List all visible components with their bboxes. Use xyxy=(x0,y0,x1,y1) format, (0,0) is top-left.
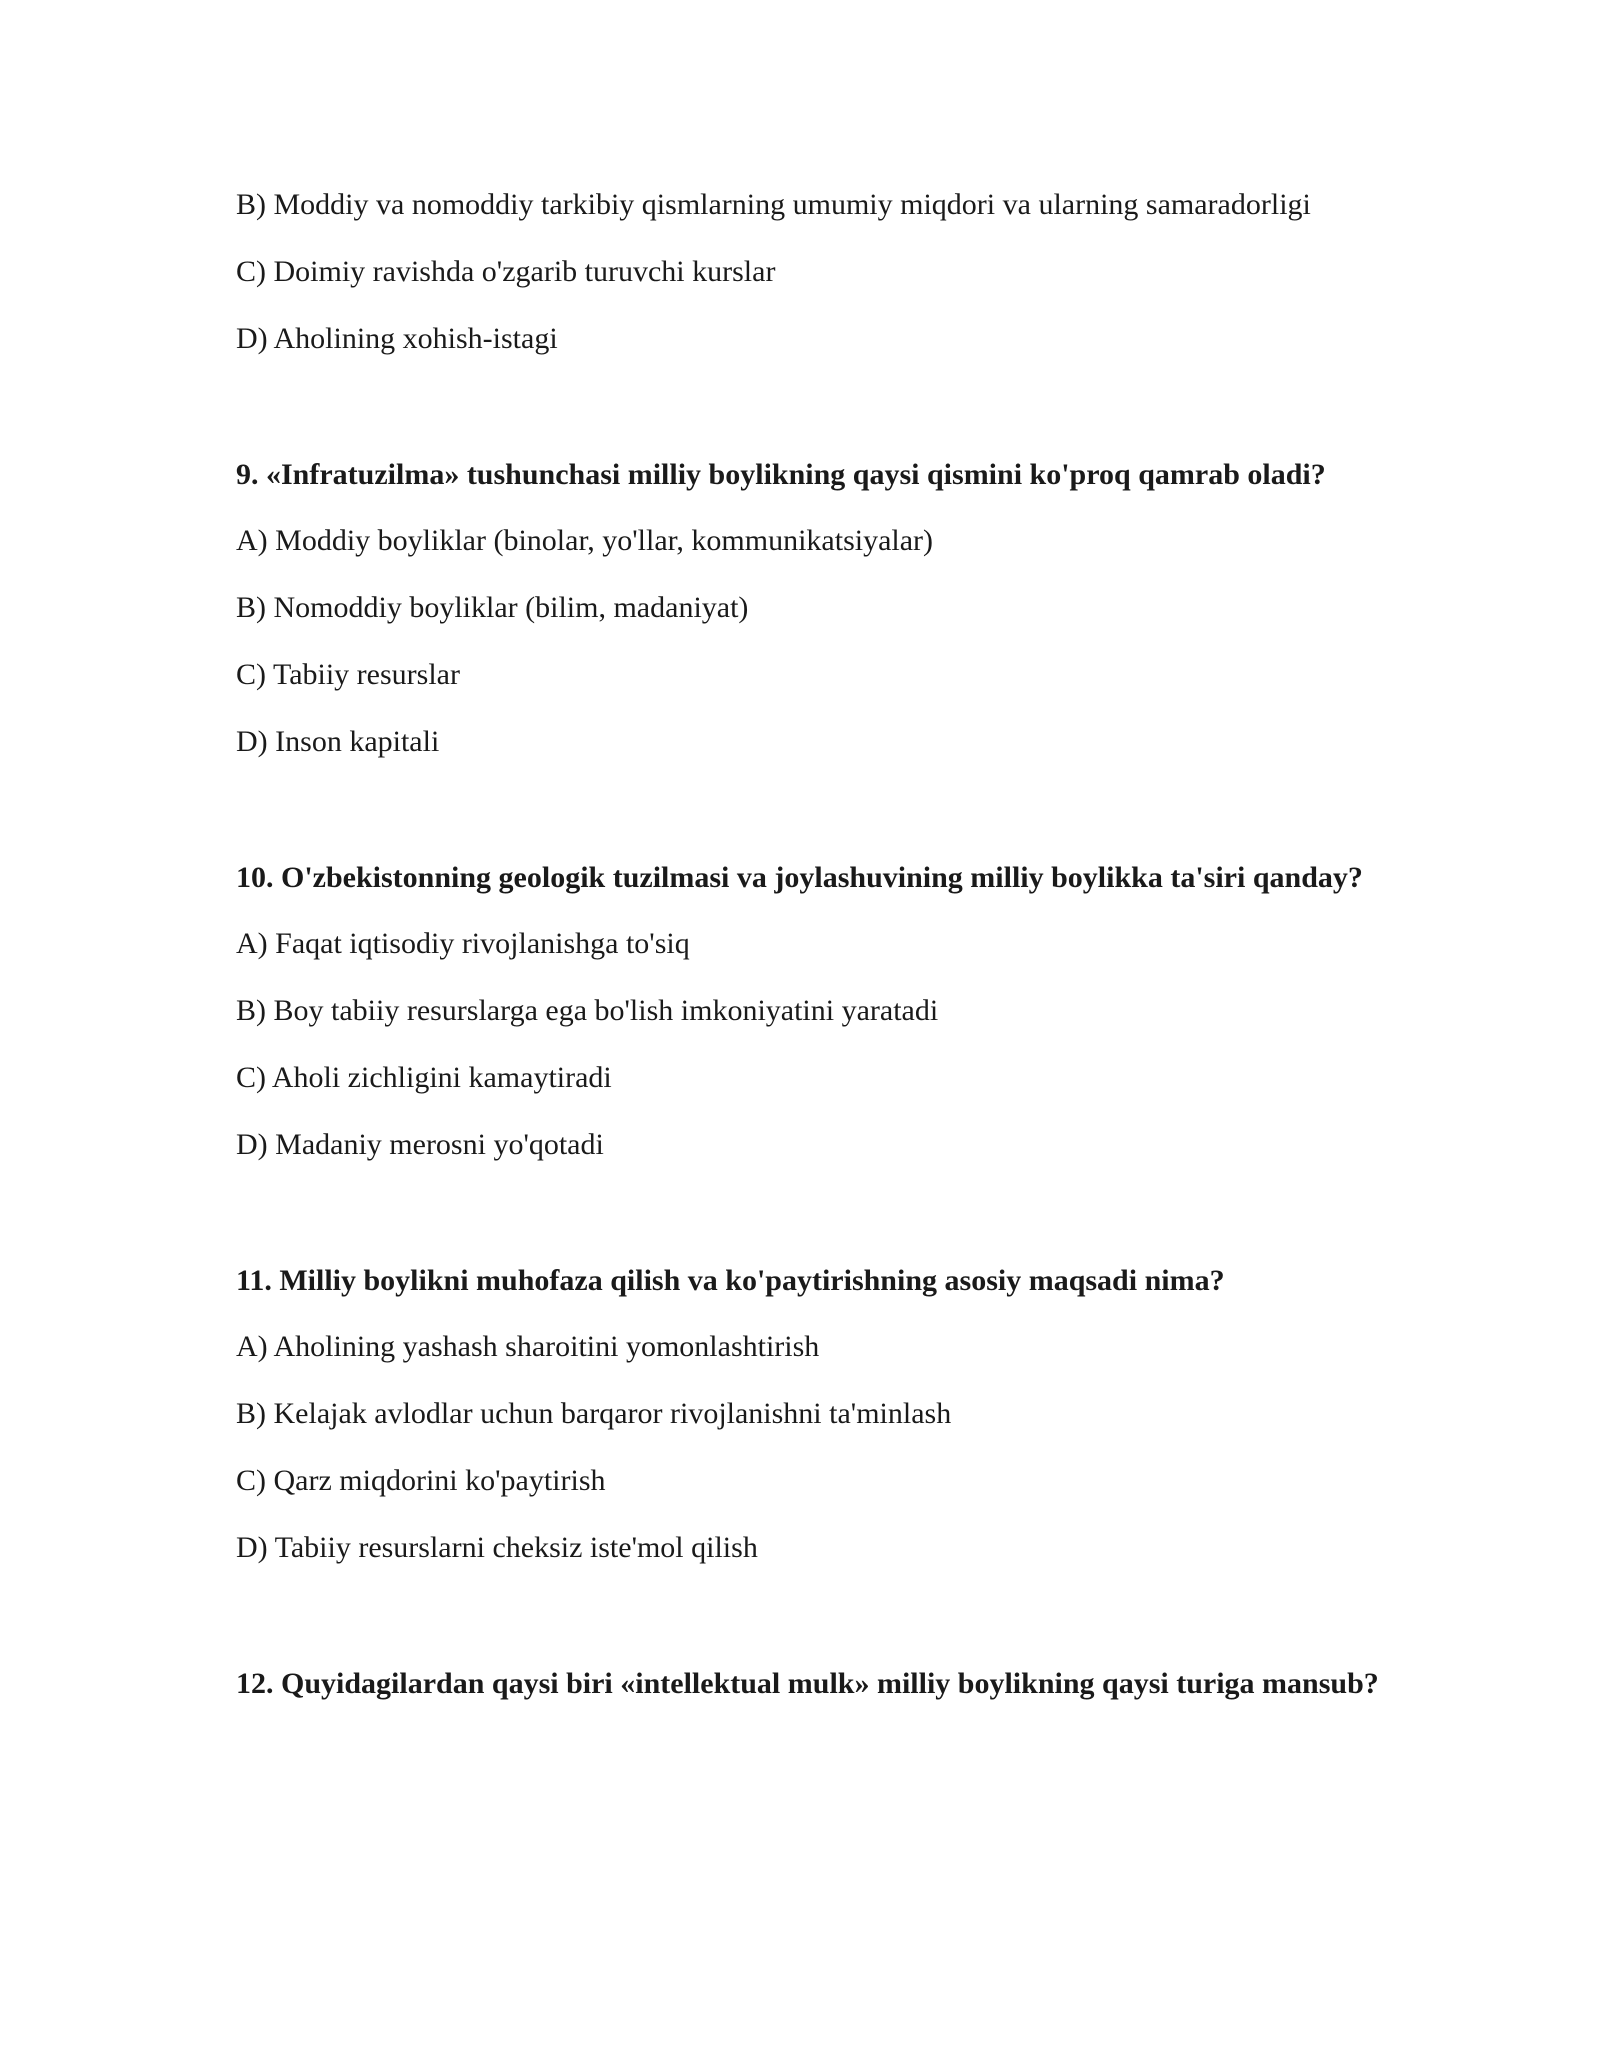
question-11 xyxy=(236,1260,1406,1569)
answer-option: D) Aholining xohish-istagi xyxy=(236,322,558,355)
question-text: 11. Milliy boylikni muhofaza qilish va ko'paytirishning asosiy maqsadi nima? xyxy=(236,1264,1225,1297)
document-content xyxy=(236,184,1406,1729)
answer-option: B) Nomoddiy boyliklar (bilim, madaniyat) xyxy=(236,591,749,624)
answer-option: D) Madaniy merosni yo'qotadi xyxy=(236,1128,604,1161)
answer-option: C) Doimiy ravishda o'zgarib turuvchi kurslar xyxy=(236,255,776,288)
answer-option: B) Boy tabiiy resurslarga ega bo'lish imkoniyatini yaratadi xyxy=(236,994,939,1027)
answer-option: C) Aholi zichligini kamaytiradi xyxy=(236,1061,612,1094)
answer-option: D) Inson kapitali xyxy=(236,725,440,758)
answer-option: A) Aholining yashash sharoitini yomonlashtirish xyxy=(236,1330,820,1363)
question-8-continued xyxy=(236,184,1406,360)
answer-option: A) Faqat iqtisodiy rivojlanishga to'siq xyxy=(236,927,690,960)
answer-option: A) Moddiy boyliklar (binolar, yo'llar, kommunikatsiyalar) xyxy=(236,524,934,557)
question-text: 9. «Infratuzilma» tushunchasi milliy boylikning qaysi qismini ko'proq qamrab oladi? xyxy=(236,458,1326,491)
answer-option: B) Moddiy va nomoddiy tarkibiy qismlarning umumiy miqdori va ularning samaradorligi xyxy=(236,188,1311,221)
answer-option: C) Tabiiy resurslar xyxy=(236,658,460,691)
answer-option: D) Tabiiy resurslarni cheksiz iste'mol qilish xyxy=(236,1531,758,1564)
question-12 xyxy=(236,1663,1406,1705)
answer-option: B) Kelajak avlodlar uchun barqaror rivojlanishni ta'minlash xyxy=(236,1397,952,1430)
question-10 xyxy=(236,857,1406,1166)
question-9 xyxy=(236,454,1406,763)
question-text: 10. O'zbekistonning geologik tuzilmasi va joylashuvining milliy boylikka ta'siri qanday? xyxy=(236,861,1363,894)
answer-option: C) Qarz miqdorini ko'paytirish xyxy=(236,1464,606,1497)
question-text: 12. Quyidagilardan qaysi biri «intellektual mulk» milliy boylikning qaysi turiga mansub? xyxy=(236,1667,1379,1700)
